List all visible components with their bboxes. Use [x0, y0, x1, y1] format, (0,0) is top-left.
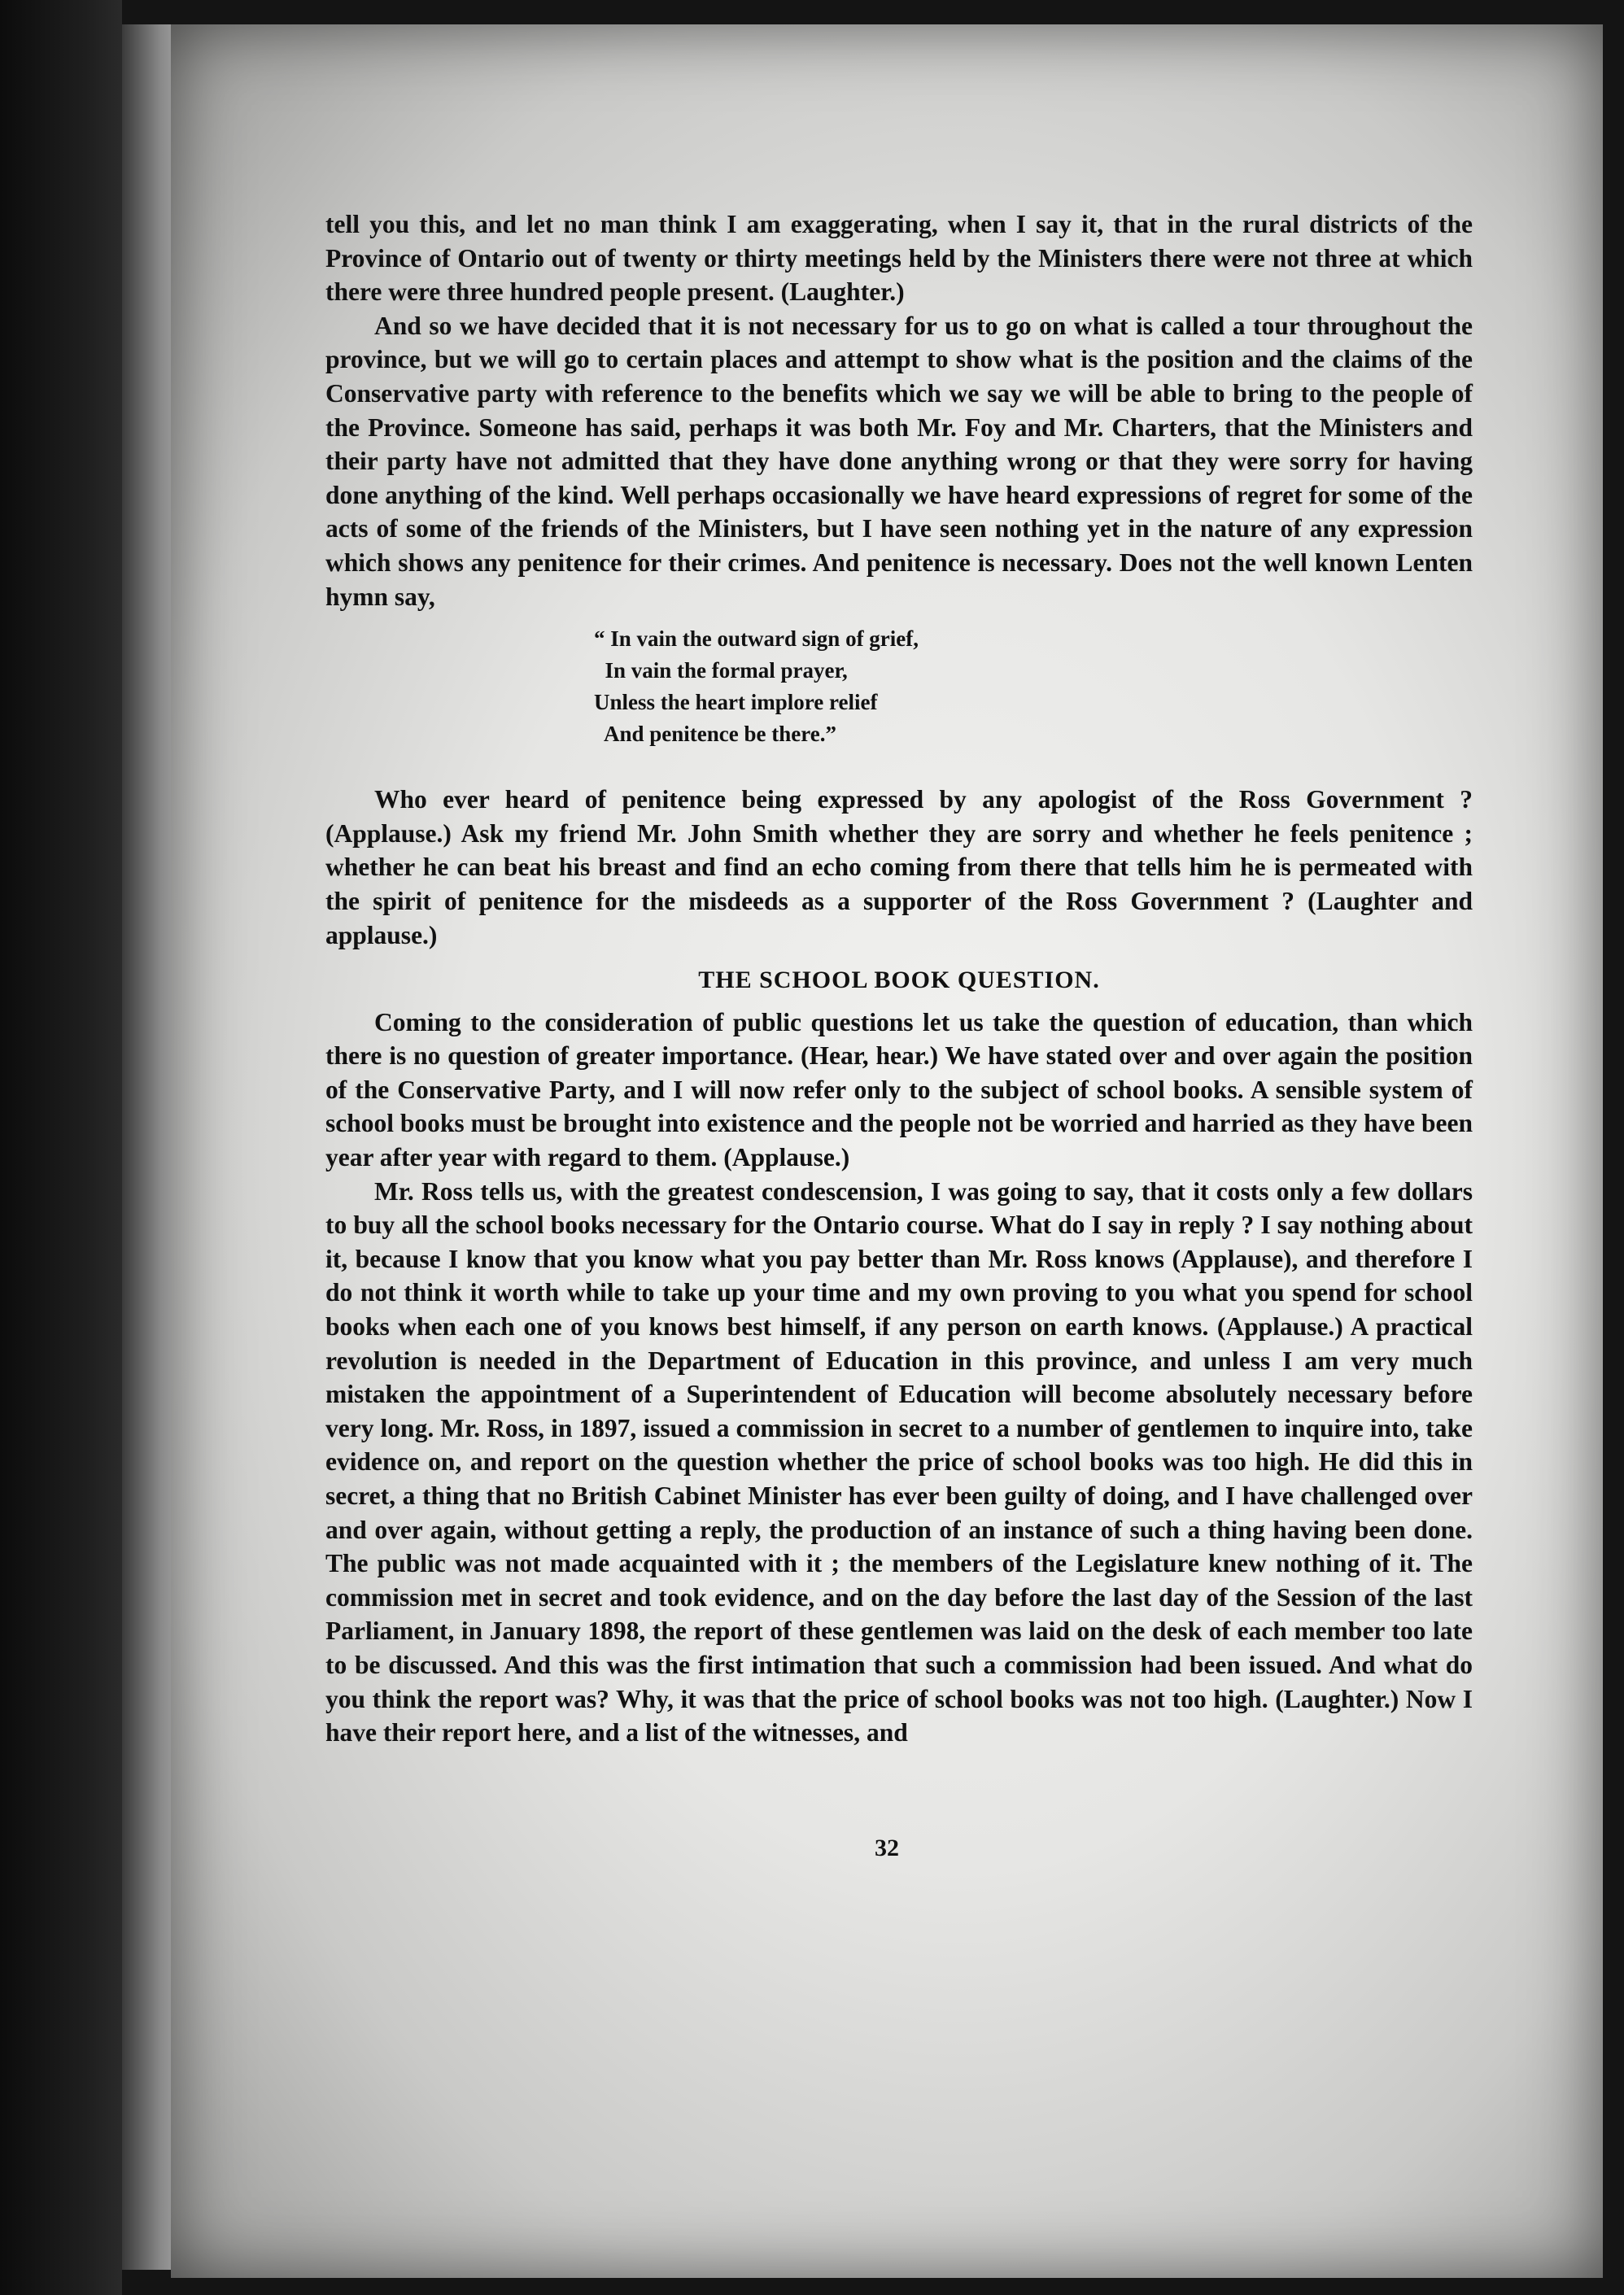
paragraph-ross-commission: Mr. Ross tells us, with the greatest condescension, I was going to say, that it costs only a few dollars to buy all the school books necessary for the Ontario course. What do I say in reply ? I say nothing about it, because I know that you know what you pay better than Mr. Ross knows (Applause), and therefore I do not think it worth while to take up your time and my own proving to you what you spend for school books when each one of you knows best himself, if any person on earth knows. (Applause.) A practical revolution is needed in the Department of Education in this province, and unless I am very much mistaken the appointment of a Superintendent of Education will become absolutely necessary before very long. Mr. Ross, in 1897, issued a commission in secret to a number of gentlemen to inquire into, take evidence on, and report on the question whether the price of school books was too high. He did this in secret, a thing that no British Cabinet Minister has ever been guilty of doing, and I have challenged over and over again, without getting a reply, the production of an instance of such a thing having been done. The public was not made acquainted with it ; the members of the Legislature knew nothing of it. The commission met in secret and took evidence, and on the day before the last day of the Session of the last Parliament, in January 1898, the report of these gentlemen was laid on the desk of each member too late to be discussed. And this was the first intimation that such a commission had been issued. And what do you think the report was? Why, it was that the price of school books was not too high. (Laughter.) Now I have their report here, and a list of the witnesses, and [325, 1176, 1473, 1747]
page-content [325, 207, 1473, 1750]
document-page [171, 24, 1603, 2278]
paragraph-continued: tell you this, and let no man think I am exaggerating, when I say it, that in the rural districts of the Province of Ontario out of twenty or thirty meetings held by the Ministers there were not three at which there were three hundred people present. (Laughter.) [325, 210, 1473, 307]
hymn-line-1: “ In vain the outward sign of grief, [594, 626, 919, 652]
paragraph-tour: And so we have decided that it is not necessary for us to go on what is called a tour throughout the province, but we will go to certain places and attempt to show what is the position and the claims of the Conservative party with reference to the benefits which we say we will be able to bring to the people of the Province. Someone has said, perhaps it was both Mr. Foy and Mr. Charters, that the Ministers and their party have not admitted that they have done anything wrong or that they were sorry for having done anything of the kind. Well perhaps occasionally we have heard expressions of regret for some of the acts of some of the friends of the Ministers, but I have seen nothing yet in the nature of any expression which shows any penitence for their crimes. And penitence is necessary. Does not the well known Lenten hymn say, [325, 311, 1473, 611]
section-heading: THE SCHOOL BOOK QUESTION. [698, 966, 1100, 994]
page-number: 32 [875, 1835, 899, 1861]
hymn-line-3: Unless the heart implore relief [594, 690, 878, 715]
paragraph-penitence: Who ever heard of penitence being expressed by any apologist of the Ross Government ? (Applause.) Ask my friend Mr. John Smith whether they are sorry and whether he feels penitence ; whether he can beat his breast and find an echo coming from there that tells him he is permeated with the spirit of penitence for the misdeeds as a supporter of the Ross Government ? (Laughter and applause.) [325, 785, 1473, 949]
hymn-line-4: And penitence be there.” [594, 722, 836, 747]
hymn-line-2: In vain the formal prayer, [594, 658, 848, 683]
paragraph-education: Coming to the consideration of public questions let us take the question of education, than which there is no question of greater importance. (Hear, hear.) We have stated over and over again the position of the Conservative Party, and I will now refer only to the subject of school books. A sensible system of school books must be brought into existence and the people not be worried and harried as they have been year after year with regard to them. (Applause.) [325, 1007, 1473, 1172]
scanner-frame-left [0, 0, 122, 2295]
hymn-quote [594, 623, 1473, 750]
